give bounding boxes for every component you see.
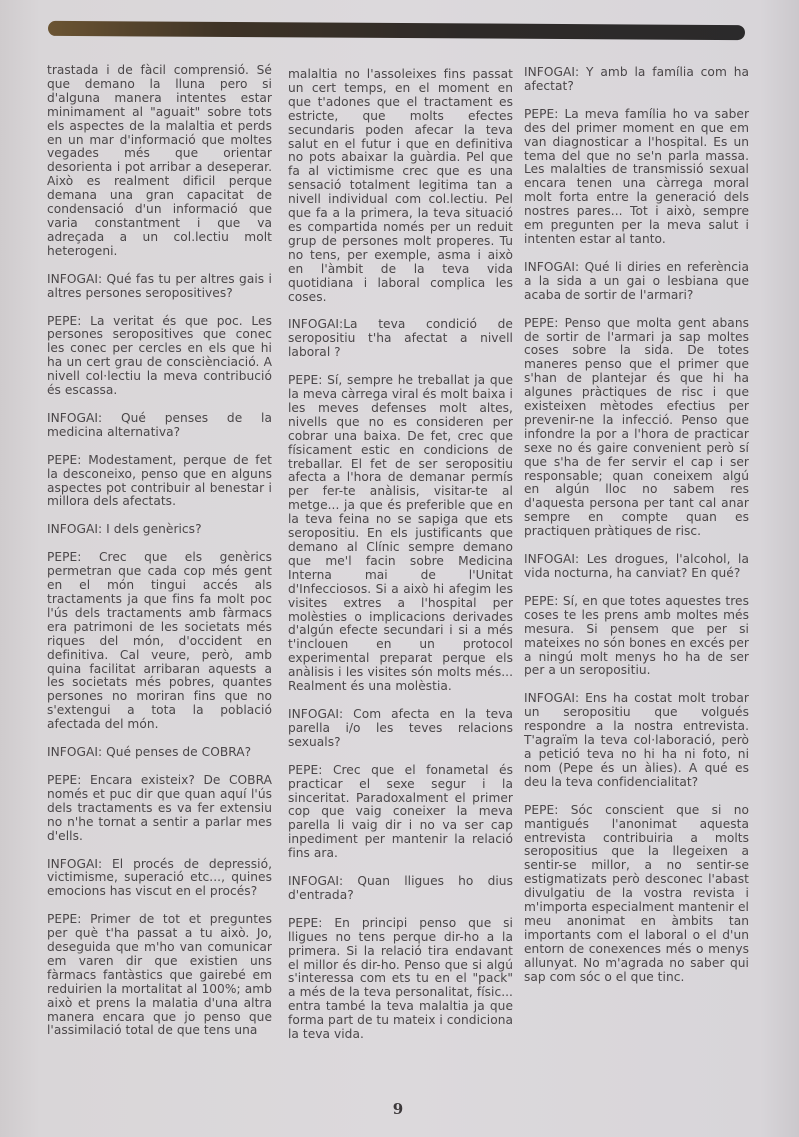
interview-answer: malaltia no l'assoleixes fins passat un cert temps, en el moment en que t'adones que el tractament es estricte, que molts efectes secundaris poden afecar la teva salut en el futur i que en definitiva no pots abaixar la guàrdia. Pel que fa al victimisme crec que es una sensació totalment legitima tan a nivell individual com col.lectiu. Pel que fa a la primera, la teva situació es compartida només per un reduit grup de persones molt properes. Tu no tens, per exemple, asma i això en l'àmbit de la teva vida quotidiana i laboral complica les coses. [288, 67, 513, 304]
page-number: 9 [392, 1100, 404, 1118]
interview-question: INFOGAI:La teva condició de seropositiu t'ha afectat a nivell laboral ? [288, 317, 513, 360]
interview-answer: PEPE: Primer de tot et preguntes per què t'ha passat a tu això. Jo, deseguida que m'ho van comunicar em varen dir que existien uns fàrmacs fantàstics que gairebé em reduirien la mortalitat al 100%; amb això et prens la malatia d'una altra manera encara que jo penso que l'assimilació total de que tens una [47, 912, 272, 1038]
interview-answer: PEPE: Sí, sempre he treballat ja que la meva càrrega viral és molt baixa i les meves defenses molt altes, nivells que no es consideren per cobrar una baixa. De fet, crec que físicament estic en condicions de treballar. El fet de ser seropositiu afecta a l'hora de demanar permís per fer-te anàlisis, visitar-te al metge... ja que és preferible que en la teva feina no se sapiga que ets seropositiu. En els justificants que demano al Clínic sempre demano que me'l facin sobre Medicina Interna mai de l'Unitat d'Infecciosos. Si a això hi afegim les visites extres a l'hospital per molèsties o implicacions derivades d'algún efecte secundari i si a més t'inclouen en un protocol experimental preparat perque els anàlisis i les visites són molts més... Realment és una molèstia. [288, 373, 513, 694]
interview-question: INFOGAI: Qué fas tu per altres gais i altres persones seropositives? [47, 271, 272, 300]
interview-answer: PEPE: Penso que molta gent abans de sortir de l'armari ja sap moltes coses sobre la sida. De totes maneres penso que el primer que s'han de plantejar és que hi ha algunes pràctiques de risc i que existeixen mètodes efectius per prevenir-ne la infecció. Penso que infondre la por a l'hora de practicar sexe no és gaire convenient però sí que s'ha de fer servir el cap i ser responsable; quan coneixem algú en algún lloc no sabem res d'aquesta persona per tant cal anar sempre en compte quan es practiquen pràtiques de risc. [524, 315, 749, 539]
paragraph: trastada i de fàcil comprensió. Sé que demano la lluna pero si d'alguna manera intentes estar minimament al "aguait" sobre tots els aspectes de la malaltia et perds en un mar d'informació que moltes vegades més que orientar desorienta i pot arribar a deseperar. Això es realment dificil perque demana una gran capacitat de condensació d'un informació que varia constantment i que va adreçada a un col.lectiu molt heterogeni. [47, 63, 272, 258]
interview-answer: PEPE: Sóc conscient que si no mantigués l'anonimat aquesta entrevista contribuiria a molts seropositius que la llegeixen a sentir-se millor, a no sentir-se estigmatizats però desconec l'abast divulgatiu de la vostra revista i m'importa especialment mantenir el meu anonimat en àmbits tan importants com el laboral o el d'un entorn de conexences més o menys allunyat. No m'agrada no saber qui sap com sóc o el que tinc. [524, 802, 749, 984]
column-3 [524, 66, 749, 998]
interview-question: INFOGAI: Y amb la família com ha afectat? [524, 65, 749, 93]
interview-question: INFOGAI: El procés de depressió, victimisme, superació etc..., quines emocions has viscut en el procés? [47, 856, 272, 899]
interview-question: INFOGAI: Qué penses de COBRA? [47, 745, 252, 760]
interview-question: INFOGAI: Les drogues, l'alcohol, la vida nocturna, ha canviat? En qué? [524, 552, 749, 580]
column-2 [288, 68, 513, 1056]
interview-question: INFOGAI: Qué li diries en referència a la sida a un gai o lesbiana que acaba de sortir de l'armari? [524, 259, 749, 302]
interview-answer: PEPE: Crec que el fonametal és practicar el sexe segur i la sinceritat. Paradoxalment el primer cop que vaig coneixer la meva parella li vaig dir i no va ser cap inpediment per mantenir la relació fins ara. [288, 762, 513, 861]
interview-question: INFOGAI: Quan lligues ho dius d'entrada? [288, 874, 513, 902]
interview-answer: PEPE: La veritat és que poc. Les persones seropositives que conec les conec per cercles en els que hi ha un cert grau de consciènciació. A nivell col·lectiu la meva contribució és escassa. [47, 313, 272, 398]
interview-answer: PEPE: Sí, en que totes aquestes tres coses te les prens amb moltes més mesura. Si pensem que per si mateixes no són bones en excés per a ningú molt menys ho ha de ser per a un seropositiu. [524, 593, 749, 678]
interview-question: INFOGAI: Qué penses de la medicina alternativa? [47, 410, 272, 439]
column-1 [47, 64, 272, 1052]
interview-question: INFOGAI: I dels genèrics? [47, 522, 202, 537]
interview-answer: PEPE: Crec que els genèrics permetran que cada cop més gent en el món tingui accés als tractaments ja que fins fa molt poc l'ús dels tractaments amb fàrmacs era patrimoni de les societats més riques del món, d'occident en definitiva. Cal veure, però, amb quina facilitat arribaran aquests a les societats més pobres, quantes persones no moriran fins que no s'extengui a tota la població afectada del món. [47, 550, 272, 732]
interview-question: INFOGAI: Ens ha costat molt trobar un seropositiu que volgués respondre a la nostra entrevista. T'agraïm la teva col·laboració, però a petició teva no hi ha ni foto, ni nom (Pepe és un àlies). A qué es deu la teva confidencialitat? [524, 691, 749, 789]
article-body [47, 60, 747, 1080]
interview-question: INFOGAI: Com afecta en la teva parella i/o les teves relacions sexuals? [288, 706, 513, 749]
decorative-header-bar [48, 21, 745, 40]
interview-answer: PEPE: Modestament, perque de fet la desconeixo, penso que en alguns aspectes pot contribuir al benestar i millora dels afectats. [47, 452, 272, 509]
interview-answer: PEPE: Encara existeix? De COBRA només et puc dir que quan aquí l'ús dels tractaments es va fer extensiu no n'he tornat a sentir a parlar mes d'ells. [47, 772, 272, 843]
interview-answer: PEPE: En principi penso que si lligues no tens perque dir-ho a la primera. Si la relació tira endavant el millor és dir-ho. Penso que si algú s'interessa com ets tu en el "pack" a més de la teva personalitat, físic... entra també la teva malaltia ja que forma part de tu mateix i condiciona la teva vida. [288, 915, 514, 1042]
interview-answer: PEPE: La meva família ho va saber des del primer moment en que em van diagnosticar a l'hospital. Es un tema del que no se'n parla massa. Les malalties de transmissió sexual encara tenen una càrrega moral molt forta entre la generació dels nostres pares... Tot i això, sempre em pregunten per la meva salut i intenten estar al tanto. [524, 106, 749, 246]
